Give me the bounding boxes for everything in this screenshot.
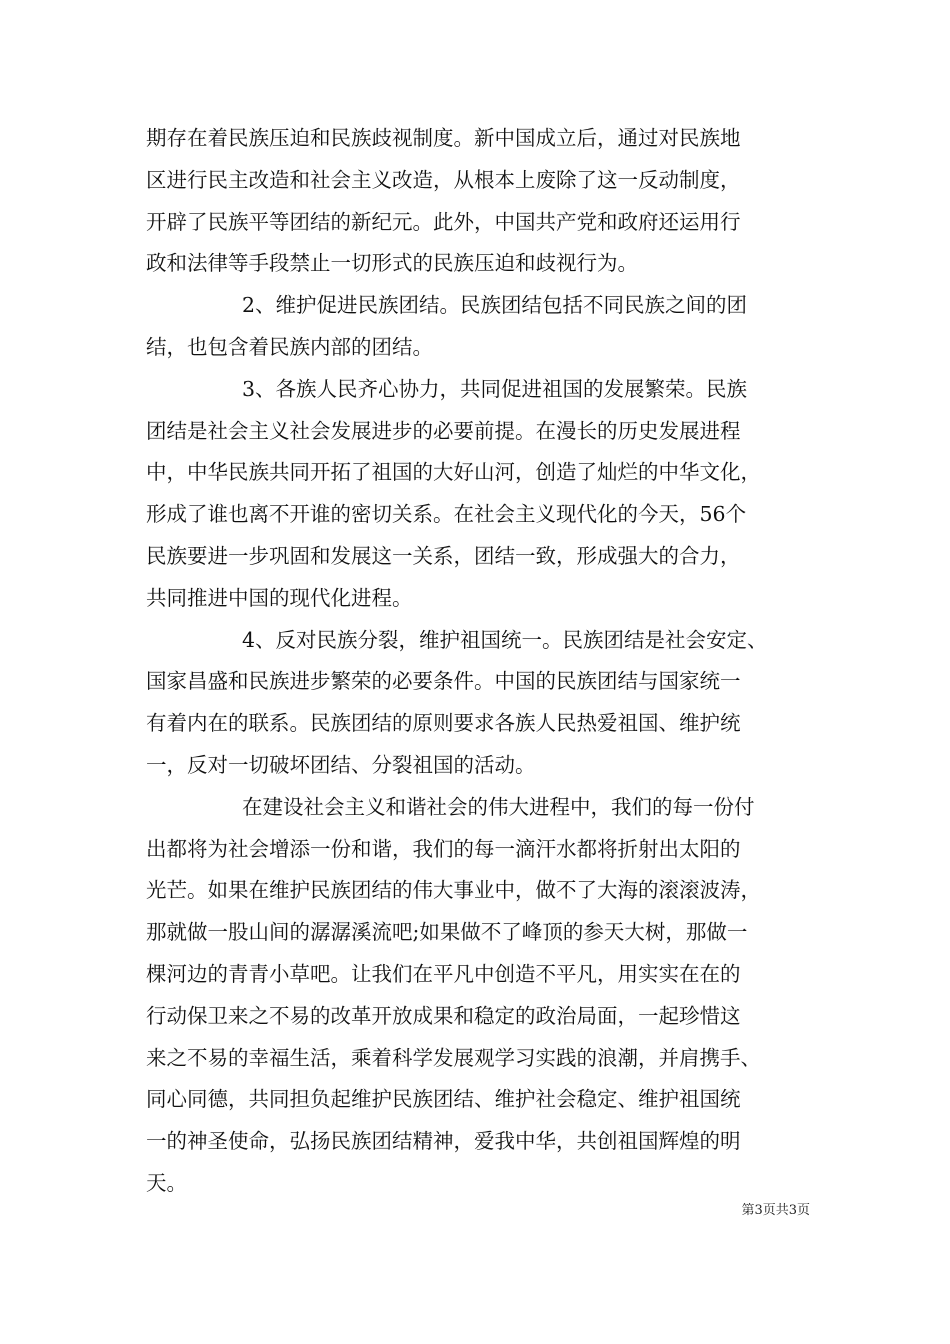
text-line: 那就做一股山间的潺潺溪流吧;如果做不了峰顶的参天大树，那做一 (146, 920, 748, 945)
paragraph-start-line: 3、各族人民齐心协力，共同促进祖国的发展繁荣。民族 (242, 376, 748, 401)
paragraph-start-line: 2、维护促进民族团结。民族团结包括不同民族之间的团 (242, 293, 748, 318)
text-line: 光芒。如果在维护民族团结的伟大事业中，做不了大海的滚滚波涛， (146, 878, 761, 903)
text-line: 中，中华民族共同开拓了祖国的大好山河，创造了灿烂的中华文化， (146, 460, 761, 485)
paragraph-start-line: 4、反对民族分裂，维护祖国统一。民族团结是社会安定、 (242, 627, 768, 652)
text-line: 政和法律等手段禁止一切形式的民族压迫和歧视行为。 (146, 251, 638, 276)
text-line: 一的神圣使命，弘扬民族团结精神，爱我中华，共创祖国辉煌的明 (146, 1129, 741, 1154)
text-line: 天。 (146, 1170, 187, 1195)
body-text (146, 118, 810, 1205)
text-line: 同心同德，共同担负起维护民族团结、维护社会稳定、维护祖国统 (146, 1087, 741, 1112)
text-line: 民族要进一步巩固和发展这一关系，团结一致，形成强大的合力， (146, 543, 741, 568)
text-line: 国家昌盛和民族进步繁荣的必要条件。中国的民族团结与国家统一 (146, 669, 741, 694)
page-number-footer: 第3页共3页 (741, 1203, 810, 1218)
text-line: 来之不易的幸福生活，乘着科学发展观学习实践的浪潮，并肩携手、 (146, 1045, 761, 1070)
text-line: 一，反对一切破坏团结、分裂祖国的活动。 (146, 752, 536, 777)
text-line: 区进行民主改造和社会主义改造，从根本上废除了这一反动制度， (146, 167, 741, 192)
text-line: 行动保卫来之不易的改革开放成果和稳定的政治局面，一起珍惜这 (146, 1003, 741, 1028)
text-line: 形成了谁也离不开谁的密切关系。在社会主义现代化的今天，56个 (146, 502, 747, 527)
text-line: 出都将为社会增添一份和谐，我们的每一滴汗水都将折射出太阳的 (146, 836, 741, 861)
text-line: 团结是社会主义社会发展进步的必要前提。在漫长的历史发展进程 (146, 418, 741, 443)
text-line: 结，也包含着民族内部的团结。 (146, 334, 433, 359)
text-line: 期存在着民族压迫和民族歧视制度。新中国成立后，通过对民族地 (146, 126, 741, 150)
text-line: 共同推进中国的现代化进程。 (146, 585, 413, 610)
text-line: 棵河边的青青小草吧。让我们在平凡中创造不平凡，用实实在在的 (146, 961, 741, 986)
paragraph-start-line: 在建设社会主义和谐社会的伟大进程中，我们的每一份付 (242, 794, 755, 819)
text-line: 开辟了民族平等团结的新纪元。此外，中国共产党和政府还运用行 (146, 209, 741, 234)
text-line: 有着内在的联系。民族团结的原则要求各族人民热爱祖国、维护统 (146, 711, 741, 736)
